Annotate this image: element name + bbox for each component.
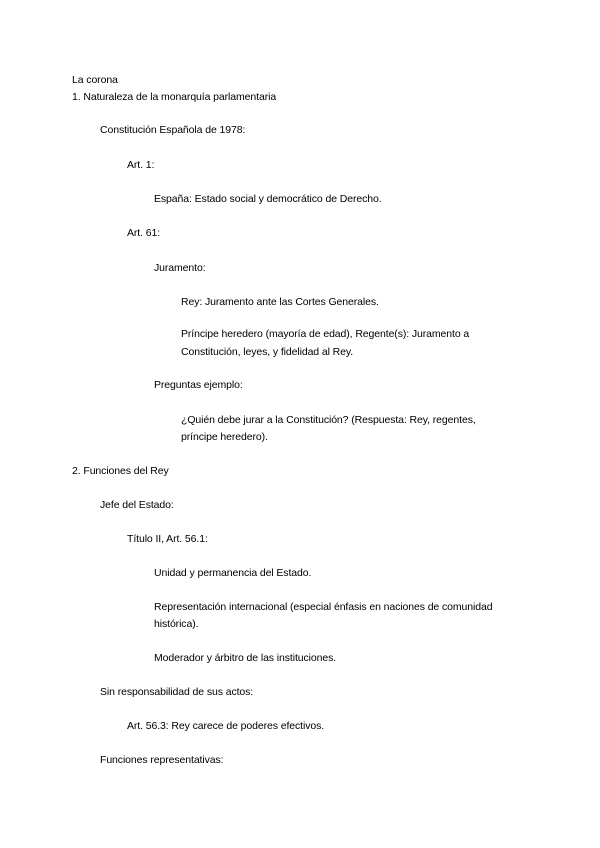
rey-juramento-text: Rey: Juramento ante las Cortes Generales.: [181, 296, 379, 308]
document-title: La corona: [72, 74, 118, 86]
principe-juramento-line-1: Príncipe heredero (mayoría de edad), Regente(s): Juramento a: [181, 328, 470, 340]
funciones-representativas-heading: Funciones representativas:: [100, 754, 224, 766]
art-61-label: Art. 61:: [127, 227, 161, 239]
principe-juramento-line-2: Constitución, leyes, y fidelidad al Rey.: [181, 346, 354, 358]
unidad-text: Unidad y permanencia del Estado.: [154, 567, 312, 579]
moderador-text: Moderador y árbitro de las instituciones.: [154, 652, 337, 664]
section-2-heading: 2. Funciones del Rey: [72, 465, 169, 477]
constitucion-heading: Constitución Española de 1978:: [100, 124, 246, 136]
representacion-line-2: histórica).: [154, 618, 199, 630]
pregunta-line-2: príncipe heredero).: [181, 431, 268, 443]
art-1-text: España: Estado social y democrático de Derecho.: [154, 193, 382, 205]
sin-responsabilidad-heading: Sin responsabilidad de sus actos:: [100, 686, 254, 698]
section-1-heading: 1. Naturaleza de la monarquía parlamentaria: [72, 91, 277, 103]
preguntas-heading: Preguntas ejemplo:: [154, 379, 243, 391]
representacion-line-1: Representación internacional (especial énfasis en naciones de comunidad: [154, 601, 493, 613]
art-56-3-text: Art. 56.3: Rey carece de poderes efectivos.: [127, 720, 325, 732]
juramento-heading: Juramento:: [154, 262, 206, 274]
art-1-label: Art. 1:: [127, 159, 155, 171]
titulo-ii-label: Título II, Art. 56.1:: [127, 533, 208, 545]
pregunta-line-1: ¿Quién debe jurar a la Constitución? (Respuesta: Rey, regentes,: [181, 414, 476, 426]
jefe-estado-heading: Jefe del Estado:: [100, 499, 174, 511]
